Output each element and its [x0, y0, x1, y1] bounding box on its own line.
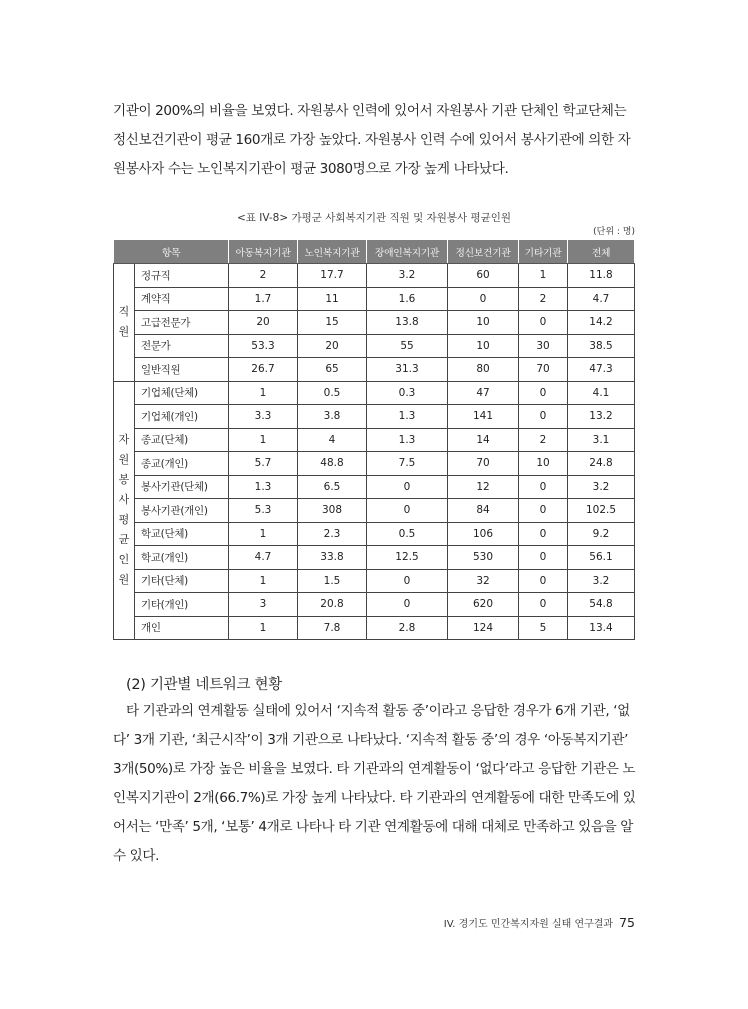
table-cell: 53.3: [229, 334, 298, 358]
table-cell: 13.8: [367, 311, 448, 335]
table-cell: 17.7: [298, 264, 367, 288]
table-header-row: [114, 240, 635, 264]
table-cell: 0: [519, 593, 568, 617]
row-item-label: 계약직: [135, 287, 229, 311]
table-row: [114, 428, 635, 452]
unit-label: (단위 : 명): [593, 227, 635, 237]
table-cell: 3.2: [568, 475, 635, 499]
footer-chapter: IV. 경기도 민간복지자원 실태 연구결과: [443, 919, 614, 930]
table-cell: 65: [298, 358, 367, 382]
section-heading: (2) 기관별 네트워크 현황: [126, 677, 282, 693]
table-cell: 5.3: [229, 499, 298, 523]
group-label-char: 직: [118, 305, 130, 319]
table-cell: 106: [448, 522, 519, 546]
row-item-label: 종교(단체): [135, 428, 229, 452]
table-cell: 13.2: [568, 405, 635, 429]
table-caption: <표 IV-8> 가평군 사회복지기관 직원 및 자원봉사 평균인원: [236, 212, 512, 224]
table-cell: 1: [229, 569, 298, 593]
text-line: 인복지기관이 2개(66.7%)로 가장 높게 나타났다. 타 기관과의 연계활동에 대한 만족도에 있: [113, 790, 636, 806]
table-cell: 32: [448, 569, 519, 593]
table-row: [114, 334, 635, 358]
page-footer: [444, 915, 635, 930]
table-row: [114, 475, 635, 499]
table-cell: 2: [519, 428, 568, 452]
table-cell: 80: [448, 358, 519, 382]
table-body: [114, 264, 635, 640]
body-paragraph: [113, 697, 635, 871]
table-cell: 13.4: [568, 616, 635, 640]
table-cell: 620: [448, 593, 519, 617]
group-label-char: 원: [118, 325, 130, 339]
row-item-label: 봉사기관(개인): [135, 499, 229, 523]
group-label-char: 원: [118, 453, 130, 467]
table-row: [114, 616, 635, 640]
row-item-label: 종교(개인): [135, 452, 229, 476]
table-cell: 3.3: [229, 405, 298, 429]
table-cell: 1.3: [229, 475, 298, 499]
header-total: 전체: [568, 240, 635, 264]
table-cell: 33.8: [298, 546, 367, 570]
table-cell: 56.1: [568, 546, 635, 570]
table-cell: 20: [298, 334, 367, 358]
header-other: 기타기관: [519, 240, 568, 264]
header-child-welfare: 아동복지기관: [229, 240, 298, 264]
table-cell: 1: [229, 428, 298, 452]
table-cell: 14.2: [568, 311, 635, 335]
table-cell: 124: [448, 616, 519, 640]
row-item-label: 학교(개인): [135, 546, 229, 570]
table-cell: 3: [229, 593, 298, 617]
table-cell: 0.5: [367, 522, 448, 546]
table-cell: 10: [519, 452, 568, 476]
table-cell: 20: [229, 311, 298, 335]
table-cell: 70: [448, 452, 519, 476]
text-line: 타 기관과의 연계활동 실태에 있어서 ‘지속적 활동 중’이라고 응답한 경우가 6개 기관, ‘없: [126, 703, 630, 719]
row-item-label: 기업체(단체): [135, 381, 229, 405]
table-cell: 55: [367, 334, 448, 358]
table-row: [114, 264, 635, 288]
text-line: 정신보건기관이 평균 160개로 가장 높았다. 자원봉사 인력 수에 있어서 봉사기관에 의한 자: [113, 132, 631, 148]
table-row: [114, 287, 635, 311]
row-item-label: 고급전문가: [135, 311, 229, 335]
row-item-label: 일반직원: [135, 358, 229, 382]
header-elderly-welfare: 노인복지기관: [298, 240, 367, 264]
row-item-label: 전문가: [135, 334, 229, 358]
table-cell: 14: [448, 428, 519, 452]
group-label-char: 원: [118, 573, 130, 587]
table-cell: 1.7: [229, 287, 298, 311]
text-line: 기관이 200%의 비율을 보였다. 자원봉사 인력에 있어서 자원봉사 기관 단체인 학교단체는: [113, 103, 627, 119]
table-cell: 5.7: [229, 452, 298, 476]
text-line: 수 있다.: [113, 848, 160, 864]
text-line: 3개(50%)로 가장 높은 비율을 보였다. 타 기관과의 연계활동이 ‘없다’라고 응답한 기관은 노: [113, 761, 636, 777]
table-cell: 1: [229, 522, 298, 546]
table-cell: 2.3: [298, 522, 367, 546]
table-cell: 0.3: [367, 381, 448, 405]
table-cell: 24.8: [568, 452, 635, 476]
table-cell: 38.5: [568, 334, 635, 358]
table-cell: 0: [448, 287, 519, 311]
row-group-label: [114, 264, 135, 382]
table-cell: 7.5: [367, 452, 448, 476]
table-cell: 0: [519, 311, 568, 335]
row-item-label: 봉사기관(단체): [135, 475, 229, 499]
group-label-char: 인: [118, 553, 130, 567]
table-cell: 20.8: [298, 593, 367, 617]
table-cell: 11: [298, 287, 367, 311]
table-cell: 1.5: [298, 569, 367, 593]
table-cell: 2: [229, 264, 298, 288]
table-cell: 4.7: [568, 287, 635, 311]
table-cell: 9.2: [568, 522, 635, 546]
group-label-char: 자: [118, 433, 130, 447]
table-cell: 141: [448, 405, 519, 429]
group-label-char: 봉: [118, 473, 130, 487]
row-item-label: 개인: [135, 616, 229, 640]
table-row: [114, 311, 635, 335]
table-cell: 0: [367, 569, 448, 593]
text-line: 다’ 3개 기관, ‘최근시작’이 3개 기관으로 나타났다. ‘지속적 활동 중’의 경우 ‘아동복지기관’: [113, 732, 629, 748]
header-mental-health: 정신보건기관: [448, 240, 519, 264]
row-item-label: 정규직: [135, 264, 229, 288]
table-cell: 530: [448, 546, 519, 570]
text-line: 원봉사자 수는 노인복지기관이 평균 3080명으로 가장 높게 나타났다.: [113, 161, 509, 177]
table-cell: 84: [448, 499, 519, 523]
table-cell: 54.8: [568, 593, 635, 617]
table-cell: 31.3: [367, 358, 448, 382]
intro-paragraph: [113, 97, 635, 184]
table-cell: 0: [367, 499, 448, 523]
table-row: [114, 358, 635, 382]
table-cell: 2: [519, 287, 568, 311]
table-cell: 0.5: [298, 381, 367, 405]
table-cell: 0: [519, 569, 568, 593]
table-row: [114, 522, 635, 546]
page-number: 75: [619, 915, 635, 930]
table-cell: 60: [448, 264, 519, 288]
table-cell: 6.5: [298, 475, 367, 499]
table-cell: 48.8: [298, 452, 367, 476]
group-label-char: 사: [118, 493, 130, 507]
header-disabled-welfare: 장애인복지기관: [367, 240, 448, 264]
table-cell: 15: [298, 311, 367, 335]
row-item-label: 학교(단체): [135, 522, 229, 546]
table-cell: 1: [519, 264, 568, 288]
table-cell: 1.3: [367, 428, 448, 452]
table-cell: 5: [519, 616, 568, 640]
table-cell: 4.7: [229, 546, 298, 570]
table-cell: 7.8: [298, 616, 367, 640]
table-cell: 10: [448, 334, 519, 358]
table-cell: 4.1: [568, 381, 635, 405]
table-cell: 0: [519, 499, 568, 523]
row-item-label: 기타(단체): [135, 569, 229, 593]
table-cell: 3.8: [298, 405, 367, 429]
table-cell: 3.1: [568, 428, 635, 452]
table-cell: 2.8: [367, 616, 448, 640]
table-row: [114, 546, 635, 570]
row-group-label: [114, 381, 135, 640]
table-cell: 0: [519, 405, 568, 429]
table-row: [114, 593, 635, 617]
table-cell: 308: [298, 499, 367, 523]
table-row: [114, 405, 635, 429]
table-row: [114, 499, 635, 523]
table-cell: 47.3: [568, 358, 635, 382]
row-item-label: 기타(개인): [135, 593, 229, 617]
table-cell: 0: [367, 593, 448, 617]
staff-volunteer-table: [113, 239, 635, 640]
table-cell: 70: [519, 358, 568, 382]
table-cell: 0: [519, 546, 568, 570]
row-item-label: 기업체(개인): [135, 405, 229, 429]
table-cell: 11.8: [568, 264, 635, 288]
table-cell: 3.2: [367, 264, 448, 288]
table-cell: 0: [519, 381, 568, 405]
text-line: 어서는 ‘만족’ 5개, ‘보통’ 4개로 나타나 타 기관 연계활동에 대해 대체로 만족하고 있음을 알: [113, 819, 633, 835]
table-cell: 0: [367, 475, 448, 499]
table-cell: 102.5: [568, 499, 635, 523]
group-label-char: 균: [118, 533, 130, 547]
table-cell: 1: [229, 381, 298, 405]
table-cell: 1: [229, 616, 298, 640]
table-cell: 30: [519, 334, 568, 358]
table-cell: 47: [448, 381, 519, 405]
table-cell: 10: [448, 311, 519, 335]
table-row: [114, 569, 635, 593]
group-label-char: 평: [118, 513, 130, 527]
table-cell: 12.5: [367, 546, 448, 570]
header-item: 항목: [114, 240, 229, 264]
table-cell: 1.3: [367, 405, 448, 429]
table-cell: 3.2: [568, 569, 635, 593]
table-cell: 1.6: [367, 287, 448, 311]
table-row: [114, 381, 635, 405]
table-row: [114, 452, 635, 476]
table-cell: 12: [448, 475, 519, 499]
table-cell: 0: [519, 522, 568, 546]
table-cell: 4: [298, 428, 367, 452]
table-cell: 26.7: [229, 358, 298, 382]
table-cell: 0: [519, 475, 568, 499]
